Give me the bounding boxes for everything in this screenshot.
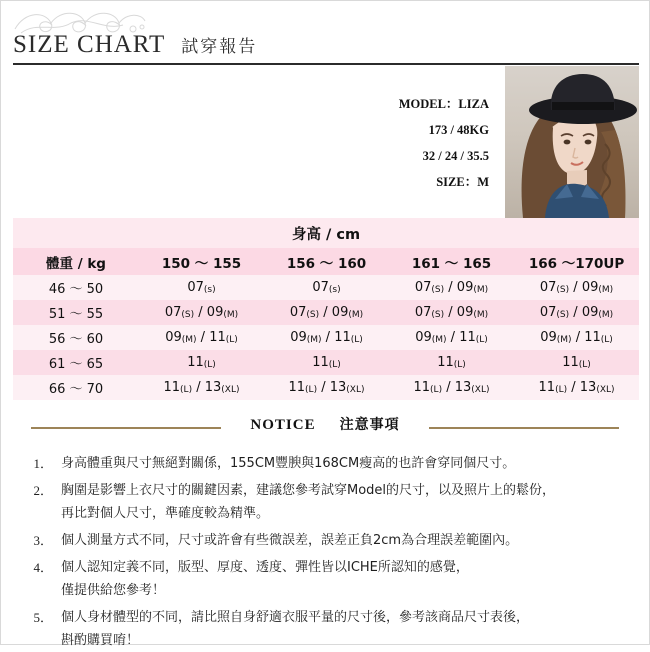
page-title <box>13 31 257 59</box>
table-row <box>13 275 639 300</box>
table-cell-size: 07(S) / 09(M) <box>514 275 639 300</box>
notice-item-text: 個人身材體型的不同，請比照自身舒適衣服平量的尺寸後，參考該商品尺寸表後， 斟酌購買唷！ <box>61 606 627 652</box>
notice-item-text-line2: 僅提供給您參考！ <box>61 583 166 598</box>
notice-item <box>23 529 627 552</box>
notice-item <box>23 606 627 652</box>
notice-header <box>13 414 637 442</box>
table-row <box>13 300 639 325</box>
notice-title-cn: 注意事項 <box>339 417 400 433</box>
notice-item-text-line2: 再比對個人尺寸，準確度較為精準。 <box>61 506 270 521</box>
table-row-weight: 51 ～ 55 <box>13 300 139 325</box>
table-cell-size: 11(L) / 13(XL) <box>389 375 514 400</box>
table-row-weight: 46 ～ 50 <box>13 275 139 300</box>
table-header-weight: 體重 / kg <box>13 248 139 275</box>
notice-item-number: 5． <box>33 610 53 625</box>
model-spec-line: 32 / 24 / 35.5 <box>422 149 489 163</box>
table-cell-size: 07(S) / 09(M) <box>139 300 264 325</box>
table-column-header: 156 ～ 160 <box>264 248 389 275</box>
model-section <box>1 63 649 218</box>
table-cell-size: 07(S) / 09(M) <box>264 300 389 325</box>
notice-item-text-line2: 斟酌購買唷！ <box>61 633 140 648</box>
model-illustration-icon <box>505 66 639 218</box>
table-row <box>13 350 639 375</box>
notice-item-list <box>23 452 627 652</box>
size-chart-table-wrap <box>13 218 637 400</box>
notice-item-text: 胸圍是影響上衣尺寸的關鍵因素，建議您參考試穿Model的尺寸，以及照片上的鬆份， 再比對個人尺寸，準確度較為精準。 <box>61 479 627 525</box>
notice-item-number: 3． <box>33 533 53 548</box>
table-cell-size: 07(S) / 09(M) <box>514 300 639 325</box>
notice-item-text: 個人認知定義不同，版型、厚度、透度、彈性皆以ICHE所認知的感覺， 僅提供給您參考！ <box>61 556 627 602</box>
table-cell-size: 09(M) / 11(L) <box>514 325 639 350</box>
table-column-header: 166 ～170UP <box>514 248 639 275</box>
notice-item-number: 1． <box>33 456 53 471</box>
table-column-header: 150 ～ 155 <box>139 248 264 275</box>
table-cell-size: 07(s) <box>139 275 264 300</box>
model-photo <box>505 66 639 218</box>
table-cell-size: 11(L) <box>264 350 389 375</box>
model-spec-line: MODEL：LIZA <box>398 97 489 111</box>
table-row <box>13 375 639 400</box>
page-header <box>1 1 649 63</box>
notice-item <box>23 452 627 475</box>
size-chart-table <box>13 218 639 400</box>
table-cell-size: 11(L) <box>514 350 639 375</box>
notice-item-text: 身高體重與尺寸無絕對關係，155CM豐腴與168CM瘦高的也許會穿同個尺寸。 <box>61 456 516 471</box>
table-cell-size: 07(s) <box>264 275 389 300</box>
table-cell-size: 11(L) / 13(XL) <box>264 375 389 400</box>
notice-item-number: 4． <box>33 560 53 575</box>
table-header-row <box>13 218 639 248</box>
title-sub: 試穿報告 <box>181 37 258 57</box>
table-column-header-row <box>13 248 639 275</box>
title-main: SIZE CHART <box>13 31 166 58</box>
notice-item-text: 個人測量方式不同，尺寸或許會有些微誤差，誤差正負2cm為合理誤差範圍內。 <box>61 533 519 548</box>
table-cell-size: 11(L) / 13(XL) <box>139 375 264 400</box>
model-spec-list <box>259 91 489 195</box>
table-cell-size: 07(S) / 09(M) <box>389 300 514 325</box>
table-cell-size: 09(M) / 11(L) <box>264 325 389 350</box>
notice-item <box>23 479 627 525</box>
table-column-header: 161 ～ 165 <box>389 248 514 275</box>
table-cell-size: 11(L) <box>139 350 264 375</box>
model-spec-line: 173 / 48KG <box>428 123 489 137</box>
table-row-weight: 56 ～ 60 <box>13 325 139 350</box>
table-cell-size: 09(M) / 11(L) <box>389 325 514 350</box>
notice-item <box>23 556 627 602</box>
notice-title-en: NOTICE <box>250 417 316 433</box>
model-spec-line: SIZE：M <box>436 175 489 189</box>
table-row-weight: 66 ～ 70 <box>13 375 139 400</box>
table-cell-size: 09(M) / 11(L) <box>139 325 264 350</box>
table-row-weight: 61 ～ 65 <box>13 350 139 375</box>
notice-item-number: 2． <box>33 483 53 498</box>
notice-title <box>13 414 637 434</box>
table-cell-size: 11(L) <box>389 350 514 375</box>
table-header-height: 身高 / cm <box>13 218 639 248</box>
table-row <box>13 325 639 350</box>
table-cell-size: 11(L) / 13(XL) <box>514 375 639 400</box>
table-cell-size: 07(S) / 09(M) <box>389 275 514 300</box>
